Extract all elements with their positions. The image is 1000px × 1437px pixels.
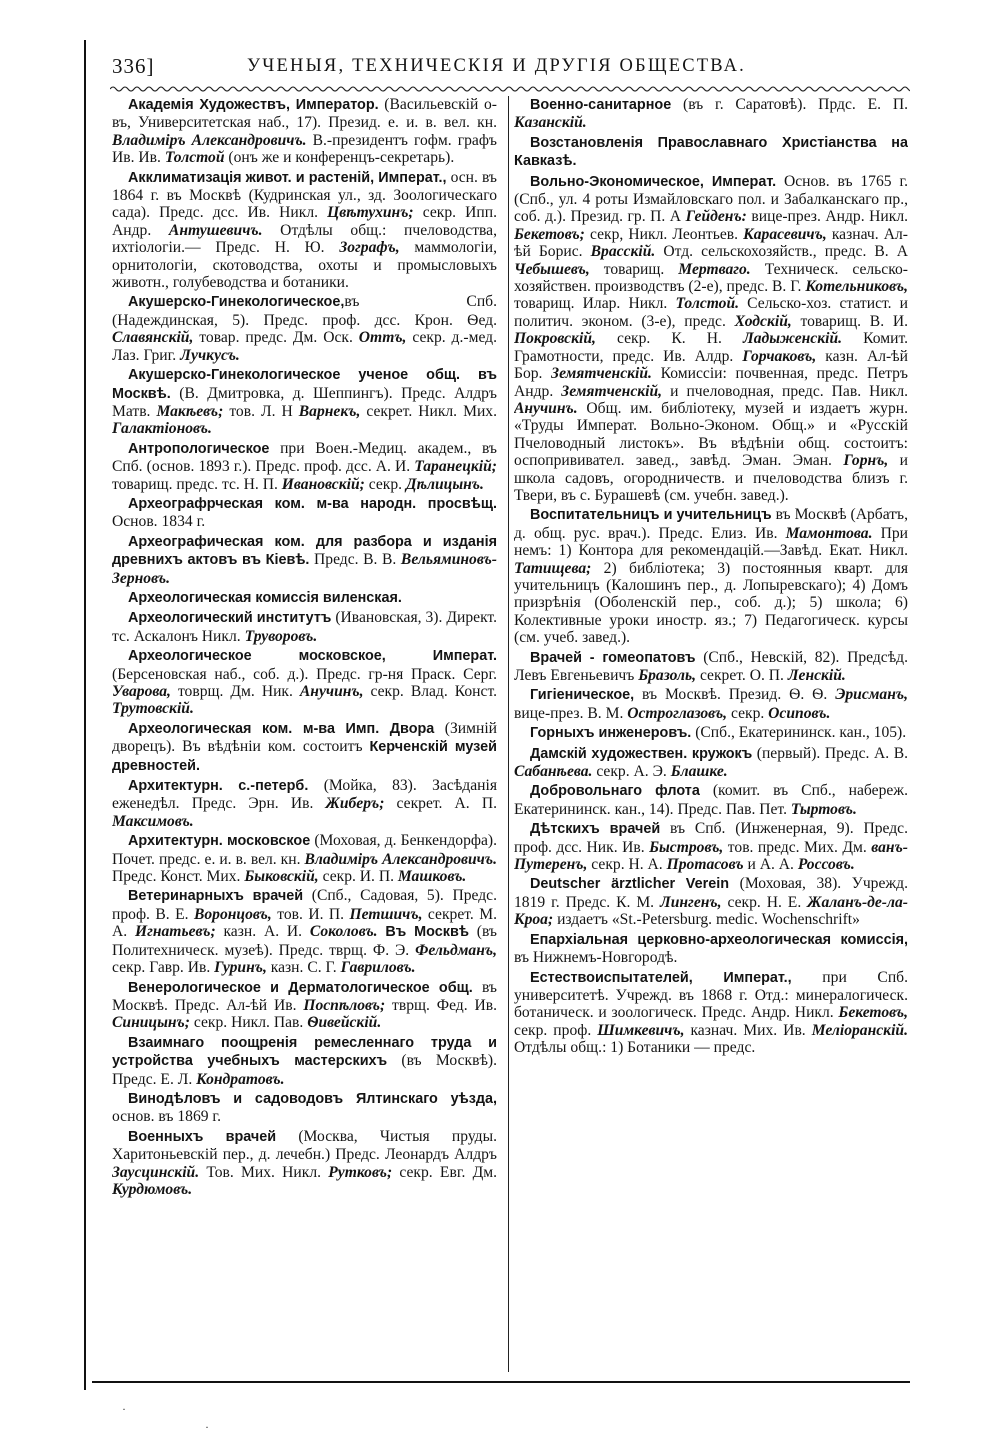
society-name: Археологическая комиссія виленская. bbox=[128, 589, 402, 606]
society-name: Въ Москвѣ bbox=[385, 924, 469, 941]
entry-text: (первый). Предс. А. В. bbox=[752, 744, 908, 762]
right-column bbox=[514, 96, 908, 1374]
person-name: Ленскій. bbox=[787, 667, 846, 684]
person-name: Ѳивейскій. bbox=[307, 1014, 382, 1032]
person-name: ванъ-Путеренъ, bbox=[514, 838, 908, 874]
person-name: Бекетовъ; bbox=[514, 225, 585, 243]
entry-text: Отдѣлы общ.: пчеловодства, ихтіологіи.— Предс. Н. Ю. bbox=[112, 221, 497, 257]
person-name: Галактіоновъ. bbox=[112, 420, 212, 438]
entry-text: Отд. сельскохозяйств., предс. В. А bbox=[655, 243, 908, 261]
person-name: Курдюмовъ. bbox=[112, 1180, 193, 1198]
entry-text: секр. А. Э. bbox=[592, 763, 671, 781]
entry-text: казн. Ал-ѣй Бор. bbox=[514, 347, 908, 383]
entry-text: (въ г. Саратовѣ). Прдс. Е. П. bbox=[671, 96, 908, 113]
entry-text: секр. д.-мед. Лаз. Григ. bbox=[112, 329, 497, 364]
person-name: Шимкевичъ, bbox=[597, 1021, 685, 1039]
entry-text: При немъ: 1) Контора для рекомендацій.—Завѣд. Екат. Никл. bbox=[514, 524, 908, 560]
entry-text: (Васильевскій о-въ, Университетская наб., 17). Презид. е. и. в. вел. кн. bbox=[112, 96, 497, 132]
person-name: Игнатьевъ; bbox=[134, 923, 216, 941]
person-name: Быковскій, bbox=[244, 868, 319, 886]
entry-text: и школа садовъ, огородничеств. и пчеловодства близъ г. Твери, въ с. Бурашевѣ (см. учебн. завед.). bbox=[514, 452, 908, 504]
entry-text: основ. въ 1869 г. bbox=[112, 1108, 221, 1126]
person-name: Мертваго. bbox=[678, 260, 751, 278]
person-name: Машковъ. bbox=[397, 868, 467, 886]
entry-text: (В. Дмитровка, д. Шеппингъ). Предс. Алдръ Матв. bbox=[112, 384, 497, 420]
person-name: Сабанѣева. bbox=[514, 763, 593, 781]
entry-text: (онъ же и конференцъ-секретарь). bbox=[224, 149, 455, 167]
entry-text: казнач. Ал-ѣй Борис. bbox=[514, 225, 908, 261]
entry-text: при Воен.-Медиц. академ., въ Спб. (основ. 1893 г.). Предс. проф. дсс. А. И. bbox=[112, 439, 497, 476]
society-name: Воспитательницъ и учительницъ bbox=[530, 507, 772, 524]
person-name: Толстой. bbox=[675, 295, 740, 313]
person-name: Воронцовъ, bbox=[193, 905, 272, 923]
entry-text: Основ. въ 1765 г. (Спб., ул. 4 роты Измайловскаго пол. и Забалканскаго пр., соб. д.). Презид. гр. П. А bbox=[514, 172, 908, 226]
person-name: Оттъ, bbox=[358, 329, 407, 347]
person-name: Кондратовъ. bbox=[196, 1070, 285, 1088]
society-name: Горныхъ инженеровъ. bbox=[530, 725, 692, 742]
person-name: Меліоранскій. bbox=[811, 1021, 908, 1039]
entry-text: секр. Влад. Конст. bbox=[363, 683, 497, 700]
entry-text: Комит. Грамотности, предс. Ив. Алдр. bbox=[514, 330, 908, 365]
entry-text: секр. Гавр. Ив. bbox=[112, 959, 215, 977]
society-entry bbox=[112, 96, 497, 167]
society-name: Возстановленія Православнаго Христіанства на Кавказѣ. bbox=[514, 134, 908, 170]
entry-text: секр. bbox=[364, 475, 406, 493]
person-name: Дѣлицынъ. bbox=[405, 475, 484, 493]
society-entry bbox=[514, 96, 908, 132]
entry-text: секр. bbox=[727, 704, 769, 722]
person-name: Труворовъ. bbox=[244, 627, 318, 645]
entry-text: (Берсеновская наб., соб. д.). Предс. гр-ня Праск. Серг. bbox=[112, 665, 497, 683]
person-name: Осиповъ. bbox=[768, 704, 831, 722]
header-wavy-rule bbox=[110, 82, 910, 96]
entry-text: (въ Политехническ. музеѣ). Предс. твpщ. Ф. Э. bbox=[112, 923, 497, 959]
entry-text: въ Москвѣ. Презид. Ѳ. Ѳ. bbox=[634, 686, 836, 704]
person-name: Жиберъ; bbox=[325, 795, 385, 813]
society-entry bbox=[112, 979, 497, 1032]
society-entry bbox=[112, 169, 497, 292]
entry-text: секр. Н. Е. bbox=[721, 893, 808, 911]
entry-text: 2) библіотека; 3) постоянныя кварт. для учительницъ (Калошинъ пер., д. Лопыревскаго); 4) Домъ призрѣнія (Оболенскій пер., соб. д.); 5) школа; 6) Колективные уроки иностр. яз.; 7) Педагогическ. курсы (см. учеб. завед.). bbox=[514, 559, 908, 647]
society-name: Керченскій музей древностей. bbox=[112, 739, 497, 774]
society-name: Deutscher ärztlicher Verein bbox=[530, 876, 730, 893]
entry-text: Тов. Мих. Никл. bbox=[199, 1163, 329, 1181]
person-name: Земятченскій, bbox=[561, 382, 663, 400]
entry-text: издаетъ «St.-Petersburg. medic. Wochenschrift» bbox=[553, 911, 860, 929]
society-name: Дѣтскихъ врачей bbox=[530, 821, 661, 838]
person-name: Казанскій. bbox=[514, 114, 587, 132]
society-entry bbox=[514, 173, 908, 505]
entry-text: (Спб., Невскій, 82). Предсѣд. Левъ Евгеньевичъ bbox=[514, 648, 908, 684]
person-name: Россовъ. bbox=[797, 856, 855, 874]
entry-text: (Моховая, 38). Учрежд. 1819 г. Предс. К. М. bbox=[514, 875, 908, 911]
entry-text: (Мойка, 83). Засѣданія еженедѣл. Предс. Эрн. Ив. bbox=[112, 777, 497, 813]
society-name: Взаимнаго поощренія ремесленнаго труда и устройства учебныхъ мастерскихъ bbox=[112, 1034, 497, 1070]
person-name: Владиміръ Александровичъ. bbox=[112, 131, 307, 149]
society-entry bbox=[112, 777, 497, 830]
entry-text: Техническ. сельско-хозяйствен. производствъ (2-е), предс. В. Г. bbox=[514, 260, 908, 296]
person-name: Заусцинскій. bbox=[112, 1163, 200, 1181]
society-name: Акушерско-Гинекологическое ученое общ. въ Москвѣ. bbox=[112, 367, 497, 402]
society-name: Военно-санитарное bbox=[530, 97, 672, 113]
person-name: Толстой bbox=[164, 149, 225, 167]
person-name: Анучинъ. bbox=[514, 399, 578, 417]
person-name: Максимовъ. bbox=[112, 812, 194, 830]
person-name: Соколовъ. bbox=[309, 923, 378, 941]
society-name: Археографическая ком. для разбора и изданія древнихъ актовъ въ Кіевѣ. bbox=[112, 533, 497, 569]
entry-text: маммологіи, орнитологіи, скотоводства, охоты и промысловыхъ животн., голубеводства и ботаники. bbox=[112, 239, 497, 292]
entry-text: (въ Москвѣ). Предс. Е. Л. bbox=[112, 1052, 497, 1088]
entry-text: тов. И. П. bbox=[271, 905, 350, 923]
person-name: Фельдманъ, bbox=[415, 941, 497, 959]
entry-text: казнач. Мих. Ив. bbox=[684, 1021, 812, 1039]
entry-text: секр. Евг. Дм. bbox=[392, 1163, 497, 1181]
society-entry bbox=[514, 724, 908, 742]
entry-text: секрет. М. А. bbox=[112, 905, 497, 941]
entry-text: Общ. им. библіотеку, музей и издаетъ журн. «Труды Императ. Вольно-Эконом. Общ.» и «Русскій Пчеловодный листокъ». Въ вѣдѣніи общ. состоитъ: оспопрививател. завед., завѣд. Эман. Эман. bbox=[514, 399, 908, 470]
person-name: Земятченскій. bbox=[551, 365, 652, 383]
person-name: Поспѣловъ; bbox=[303, 996, 386, 1014]
entry-text: товарищ. В. И. bbox=[791, 312, 908, 330]
person-name: Горнъ, bbox=[843, 452, 889, 470]
entry-text: секр. Н. А. bbox=[587, 856, 667, 874]
society-entry bbox=[112, 1128, 497, 1199]
society-name: Военныхъ врачей bbox=[128, 1128, 277, 1145]
person-name: Варнекъ, bbox=[298, 402, 361, 420]
bottom-rule bbox=[92, 1381, 910, 1383]
person-name: Зографъ, bbox=[339, 239, 400, 257]
society-entry bbox=[112, 647, 497, 718]
entry-text: секр. проф. bbox=[514, 1021, 598, 1039]
running-title: УЧЕНЫЯ, ТЕХНИЧЕСКІЯ И ДРУГІЯ ОБЩЕСТВА. bbox=[247, 56, 747, 76]
entry-text: Основ. 1834 г. bbox=[112, 513, 206, 531]
society-entry bbox=[112, 887, 497, 976]
entry-text: и А. А. bbox=[743, 856, 798, 874]
society-entry bbox=[112, 533, 497, 587]
entry-text: въ Спб. (Надеждинская, 5). Предс. проф. дсс. Крон. Ѳед. bbox=[112, 293, 497, 329]
entry-text: секрет. Никл. Мих. bbox=[360, 402, 497, 420]
entry-text: В.-президентъ гофм. графъ Ив. Ив. bbox=[112, 131, 497, 167]
entry-text: секрет. О. П. bbox=[696, 667, 788, 684]
entry-text: при Спб. университетѣ. Учрежд. въ 1868 г. Отд.: минералогическ. ботаническ. и зоологическ. Предс. Андр. Никл. bbox=[514, 968, 908, 1022]
person-name: Протасовъ bbox=[666, 856, 744, 874]
person-name: Таранецкій; bbox=[414, 458, 497, 476]
person-name: Быстровъ, bbox=[649, 838, 724, 856]
society-entry bbox=[514, 506, 908, 646]
society-name: Ветеринарныхъ врачей bbox=[128, 888, 304, 905]
entry-text: секр, Никл. Леонтьев. bbox=[584, 225, 744, 243]
society-name: Епархіальная церковно-археологическая комиссія, bbox=[530, 931, 908, 948]
person-name: Ходскій, bbox=[734, 312, 792, 330]
entry-text: (Спб., Садовая, 5). Предс. проф. В. Е. bbox=[112, 887, 497, 923]
entry-text: товар. предс. Дм. Оск. bbox=[193, 329, 359, 347]
society-name: Венерологическое и Дерматологическое общ. bbox=[128, 979, 473, 996]
person-name: Вельяминовъ-Зерновъ. bbox=[112, 551, 497, 587]
society-name: Вольно-Экономическое, Императ. bbox=[530, 173, 777, 190]
entry-text: секрет. А. П. bbox=[384, 795, 497, 813]
society-name: Дамскій художествен. кружокъ bbox=[530, 745, 753, 762]
society-name: Винодѣловъ и садоводовъ Ялтинскаго уѣзда, bbox=[128, 1090, 497, 1107]
person-name: Трутовскій. bbox=[112, 700, 194, 718]
society-name: Археологическая ком. м-ва Имп. Двора bbox=[128, 720, 435, 737]
society-entry bbox=[112, 720, 497, 775]
society-entry bbox=[514, 686, 908, 722]
entry-text: осн. въ 1864 г. въ Москвѣ (Кудринская ул., зд. Зоологическаго сада). Предс. дсс. Ив. Никл. bbox=[112, 168, 497, 222]
entry-text: секр. Никл. Пав. bbox=[189, 1014, 308, 1032]
society-entry bbox=[514, 745, 908, 781]
society-entry bbox=[514, 649, 908, 685]
society-name: Гигіеническое, bbox=[530, 687, 635, 704]
entry-text: Предс. В. В. bbox=[309, 551, 401, 569]
entry-text: и пчеловодная, предс. Пав. Никл. bbox=[662, 382, 908, 400]
person-name: Цвѣтухинъ; bbox=[327, 204, 414, 222]
person-name: Макѣевъ; bbox=[156, 402, 224, 420]
person-name: Мамонтова. bbox=[785, 524, 873, 542]
entry-text: Отдѣлы общ.: 1) Ботаники — предс. bbox=[514, 1039, 756, 1057]
person-name: Остроглазовъ, bbox=[627, 704, 728, 722]
left-column bbox=[112, 96, 497, 1374]
entry-text: товарищ. bbox=[589, 260, 679, 278]
society-name: Архитектурн. московское bbox=[128, 833, 311, 850]
print-speck: · bbox=[205, 1420, 209, 1434]
left-frame-rule bbox=[84, 40, 86, 1390]
society-name: Врачей - гомеопатовъ bbox=[530, 649, 696, 666]
entry-text: Сельско-хоз. статист. и политич. эконом. (3-е), предс. bbox=[514, 295, 908, 330]
person-name: Гавриловъ. bbox=[340, 959, 416, 977]
person-name: Анучинъ, bbox=[299, 683, 364, 700]
entry-text: Комиссіи: почвенная, предс. Петръ Андр. bbox=[514, 365, 908, 400]
society-entry bbox=[112, 589, 497, 607]
person-name: Петшичъ, bbox=[349, 905, 423, 923]
society-name: Антропологическое bbox=[128, 440, 270, 457]
person-name: Славянскій, bbox=[112, 329, 194, 347]
entry-text: (Ивановская, 3). Директ. тс. Аскалонъ Никл. bbox=[112, 609, 497, 645]
society-name: Археографрческая ком. м-ва народн. просвѣщ. bbox=[128, 495, 497, 512]
person-name: Чебышевъ, bbox=[514, 260, 590, 278]
entry-text: (комит. въ Спб., набереж. Екатерининск. кан., 14). Предс. Пав. Пет. bbox=[514, 782, 908, 818]
person-name: Лучкусъ. bbox=[180, 346, 240, 364]
person-name: Владиміръ Александровичъ. bbox=[304, 850, 497, 868]
person-name: Лингенъ, bbox=[660, 893, 722, 911]
entry-text: (Спб., Екатерининск. кан., 105). bbox=[691, 724, 907, 742]
entry-text: товарищ. предс. тс. Н. П. bbox=[112, 475, 282, 493]
entry-text: (Москва, Чистыя пруды. Харитоньевскій пер., д. лечебн.) Предс. Леонардъ Алдръ bbox=[112, 1127, 497, 1164]
entry-text: въ Нижнемъ-Новгородѣ. bbox=[514, 949, 678, 967]
entry-text: казн. С. Г. bbox=[266, 959, 341, 977]
entry-text: секр. Ипп. Андр. bbox=[112, 204, 497, 239]
society-name: Естествоиспытателей, Императ., bbox=[530, 969, 792, 986]
entry-text: секр. И. П. bbox=[318, 868, 398, 886]
entry-text: въ Москвѣ (Арбатъ, д. общ. рус. врач.). Предс. Елиз. Ив. bbox=[514, 506, 908, 542]
page-number: 336] bbox=[112, 54, 155, 78]
entry-text: въ Спб. (Инженерная, 9). Предс. проф. дсс. Ник. Ив. bbox=[514, 820, 908, 856]
person-name: Котельниковъ, bbox=[805, 278, 908, 296]
entry-text: казн. А. И. bbox=[215, 923, 310, 941]
person-name: Бекетовъ, bbox=[838, 1004, 908, 1022]
society-entry bbox=[514, 931, 908, 967]
society-name: Акклиматизація живот. и растеній, Императ., bbox=[128, 169, 447, 186]
society-entry bbox=[112, 1034, 497, 1088]
entry-text: вице-през. Андр. Никл. bbox=[746, 208, 908, 226]
person-name: Бразоль, bbox=[638, 667, 697, 684]
society-entry bbox=[514, 820, 908, 873]
society-entry bbox=[112, 1090, 497, 1126]
entry-text: (Моховая, д. Бенкендорфа). Почет. предс. е. и. в. вел. кн. bbox=[112, 832, 497, 868]
entry-text: Предс. Конст. Мих. bbox=[112, 868, 245, 886]
page-header bbox=[112, 54, 912, 84]
entry-text: тврщ. Фед. Ив. bbox=[385, 996, 497, 1014]
entry-text: въ Москвѣ. Предс. Ал-ѣй Ив. bbox=[112, 978, 497, 1014]
society-entry bbox=[514, 782, 908, 818]
entry-text: секр. К. Н. bbox=[595, 330, 744, 348]
entry-text: товарищ. Илар. Никл. bbox=[514, 295, 676, 313]
entry-text: вице-през. В. М. bbox=[514, 704, 628, 722]
society-entry bbox=[112, 293, 497, 364]
person-name: Рутковъ; bbox=[328, 1163, 393, 1181]
person-name: Гейденъ: bbox=[685, 208, 747, 226]
society-name: Археологический институтъ bbox=[128, 610, 332, 627]
person-name: Татищева; bbox=[514, 559, 592, 577]
person-name: Покровскій, bbox=[514, 330, 596, 348]
person-name: Ладыженскій. bbox=[743, 330, 843, 348]
person-name: Горчаковъ, bbox=[742, 347, 817, 365]
society-name: Архитектурн. с.-петерб. bbox=[128, 778, 309, 795]
society-entry bbox=[514, 134, 908, 171]
person-name: Антушевичъ. bbox=[168, 221, 263, 239]
society-entry bbox=[112, 366, 497, 438]
society-name: Акушерско-Гинекологическое, bbox=[128, 294, 345, 311]
person-name: Синицынъ; bbox=[112, 1014, 190, 1032]
society-name: Добровольнаго флота bbox=[530, 783, 700, 800]
society-entry bbox=[112, 495, 497, 531]
entry-text: тов. Л. Н bbox=[223, 402, 299, 420]
print-speck: · bbox=[122, 1402, 126, 1416]
society-entry bbox=[514, 875, 908, 928]
society-entry bbox=[112, 440, 497, 493]
person-name: Гуринъ, bbox=[214, 959, 267, 977]
person-name: Эрисманъ, bbox=[835, 686, 908, 704]
person-name: Уварова, bbox=[112, 683, 171, 700]
society-entry bbox=[514, 969, 908, 1057]
society-entry bbox=[112, 609, 497, 645]
society-entry bbox=[112, 832, 497, 885]
person-name: Блашке. bbox=[670, 763, 728, 781]
society-name: Археологическое московское, Императ. bbox=[128, 648, 497, 665]
entry-text: товрщ. Дм. Ник. bbox=[170, 683, 300, 700]
person-name: Ивановскій; bbox=[281, 475, 365, 493]
person-name: Врасскій. bbox=[590, 243, 656, 261]
column-divider bbox=[508, 96, 509, 1372]
person-name: Тыртовъ. bbox=[790, 800, 857, 818]
person-name: Жаланъ-де-ла-Кроа; bbox=[514, 893, 908, 929]
entry-text: (Зимній дворецъ). Въ вѣдѣніи ком. состоитъ bbox=[112, 719, 497, 756]
society-name: Академія Художествъ, Император. bbox=[128, 97, 379, 113]
person-name: Карасевичъ, bbox=[743, 225, 827, 243]
entry-text: тов. предс. Мих. Дм. bbox=[723, 838, 872, 856]
